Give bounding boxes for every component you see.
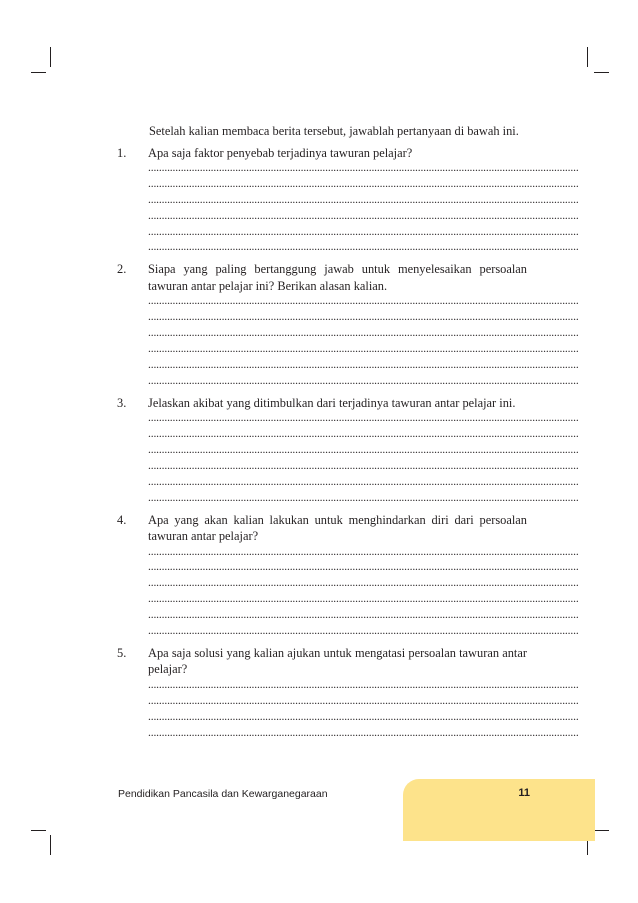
page-number: 11 <box>518 787 530 799</box>
footer-book-title: Pendidikan Pancasila dan Kewarganegaraan <box>118 788 328 800</box>
crop-mark-top-left-h <box>31 72 46 73</box>
answer-line[interactable]: .............................................................................................................................................................. <box>148 459 579 472</box>
crop-mark-top-right-v <box>587 47 588 67</box>
answer-line[interactable]: .............................................................................................................................................................. <box>148 545 579 558</box>
question-text: Apa saja faktor penyebab terjadinya tawuran pelajar? <box>148 145 413 160</box>
question-text: Apa yang akan kalian lakukan untuk menghindarkan diri dari persoalan tawuran antar pelajar? <box>148 512 527 544</box>
question-item <box>117 145 579 257</box>
answer-line[interactable]: .............................................................................................................................................................. <box>148 241 579 254</box>
answer-line[interactable]: .............................................................................................................................................................. <box>148 710 579 723</box>
crop-mark-top-left-v <box>50 47 51 67</box>
answer-line[interactable]: .............................................................................................................................................................. <box>148 311 579 324</box>
question-item <box>117 645 579 742</box>
crop-mark-bottom-right-h <box>594 830 609 831</box>
answer-line[interactable]: .............................................................................................................................................................. <box>148 358 579 371</box>
answer-line[interactable]: .............................................................................................................................................................. <box>148 374 579 387</box>
answer-line[interactable]: .............................................................................................................................................................. <box>148 343 579 356</box>
question-number: 2. <box>117 262 127 277</box>
question-text: Siapa yang paling bertanggung jawab untuk menyelesaikan persoalan tawuran antar pelajar ini? Berikan alasan kalian. <box>148 262 527 293</box>
answer-line[interactable]: .............................................................................................................................................................. <box>148 295 579 308</box>
intro-paragraph: Setelah kalian membaca berita tersebut, jawablah pertanyaan di bawah ini. <box>149 124 519 138</box>
answer-line[interactable]: .............................................................................................................................................................. <box>148 561 579 574</box>
answer-line[interactable]: .............................................................................................................................................................. <box>148 177 579 190</box>
answer-line[interactable]: .............................................................................................................................................................. <box>148 577 579 590</box>
answer-line[interactable]: .............................................................................................................................................................. <box>148 609 579 622</box>
question-text: Jelaskan akibat yang ditimbulkan dari terjadinya tawuran antar pelajar ini. <box>148 395 516 410</box>
answer-line[interactable]: .............................................................................................................................................................. <box>148 412 579 425</box>
crop-mark-bottom-left-v <box>50 835 51 855</box>
question-number: 4. <box>117 512 127 527</box>
question-list <box>117 145 579 742</box>
answer-line[interactable]: .............................................................................................................................................................. <box>148 327 579 340</box>
answer-line[interactable]: .............................................................................................................................................................. <box>148 443 579 456</box>
footer-accent-band <box>403 779 595 841</box>
question-item <box>117 395 579 507</box>
answer-line[interactable]: .............................................................................................................................................................. <box>148 428 579 441</box>
answer-line[interactable]: .............................................................................................................................................................. <box>148 193 579 206</box>
answer-line[interactable]: .............................................................................................................................................................. <box>148 225 579 238</box>
question-item <box>117 512 579 640</box>
answer-line[interactable]: .............................................................................................................................................................. <box>148 209 579 222</box>
question-item <box>117 261 579 389</box>
question-text: Apa saja solusi yang kalian ajukan untuk mengatasi persoalan tawuran antar pelajar? <box>148 645 527 677</box>
answer-line[interactable]: .............................................................................................................................................................. <box>148 694 579 707</box>
answer-line[interactable]: .............................................................................................................................................................. <box>148 726 579 739</box>
answer-line[interactable]: .............................................................................................................................................................. <box>148 678 579 691</box>
answer-line[interactable]: .............................................................................................................................................................. <box>148 624 579 637</box>
answer-line[interactable]: .............................................................................................................................................................. <box>148 491 579 504</box>
answer-line[interactable]: .............................................................................................................................................................. <box>148 475 579 488</box>
answer-line[interactable]: .............................................................................................................................................................. <box>148 162 579 174</box>
question-number: 1. <box>117 145 127 160</box>
crop-mark-bottom-left-h <box>31 830 46 831</box>
answer-line[interactable]: .............................................................................................................................................................. <box>148 593 579 606</box>
question-number: 5. <box>117 645 127 660</box>
crop-mark-top-right-h <box>594 72 609 73</box>
exercise-content <box>117 123 579 741</box>
question-number: 3. <box>117 395 127 410</box>
